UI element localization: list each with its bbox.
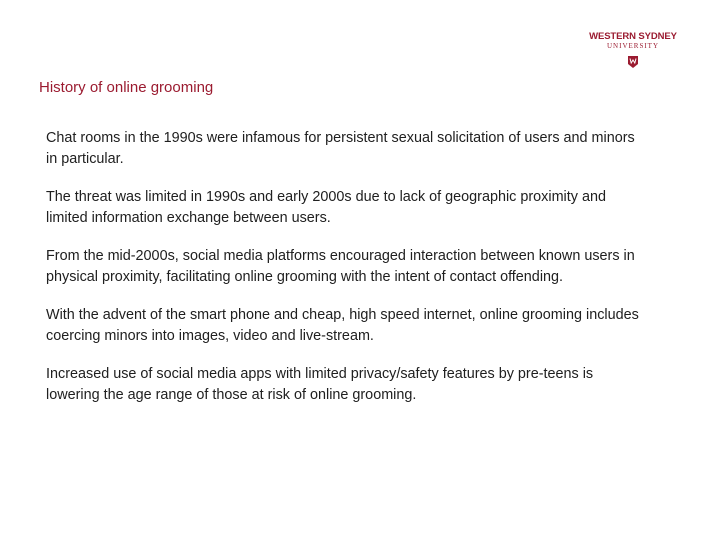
logo-text-western-sydney: WESTERN SYDNEY xyxy=(589,31,677,42)
body-paragraph: Chat rooms in the 1990s were infamous for persistent sexual solicitation of users and minors in particular. xyxy=(46,130,635,167)
body-paragraph: With the advent of the smart phone and cheap, high speed internet, online grooming includes coercing minors into images, video and live-stream. xyxy=(46,307,639,344)
university-crest-icon xyxy=(628,56,638,68)
body-paragraph: From the mid-2000s, social media platforms encouraged interaction between known users in physical proximity, facilitating online grooming with the intent of contact offending. xyxy=(46,248,635,285)
university-logo xyxy=(584,31,682,68)
slide-body xyxy=(46,128,646,423)
logo-text-university: UNIVERSITY xyxy=(607,42,659,50)
body-paragraph: The threat was limited in 1990s and early 2000s due to lack of geographic proximity and limited information exchange between users. xyxy=(46,189,606,226)
body-paragraph: Increased use of social media apps with limited privacy/safety features by pre-teens is lowering the age range of those at risk of online grooming. xyxy=(46,366,594,403)
slide-title: History of online grooming xyxy=(39,79,214,96)
